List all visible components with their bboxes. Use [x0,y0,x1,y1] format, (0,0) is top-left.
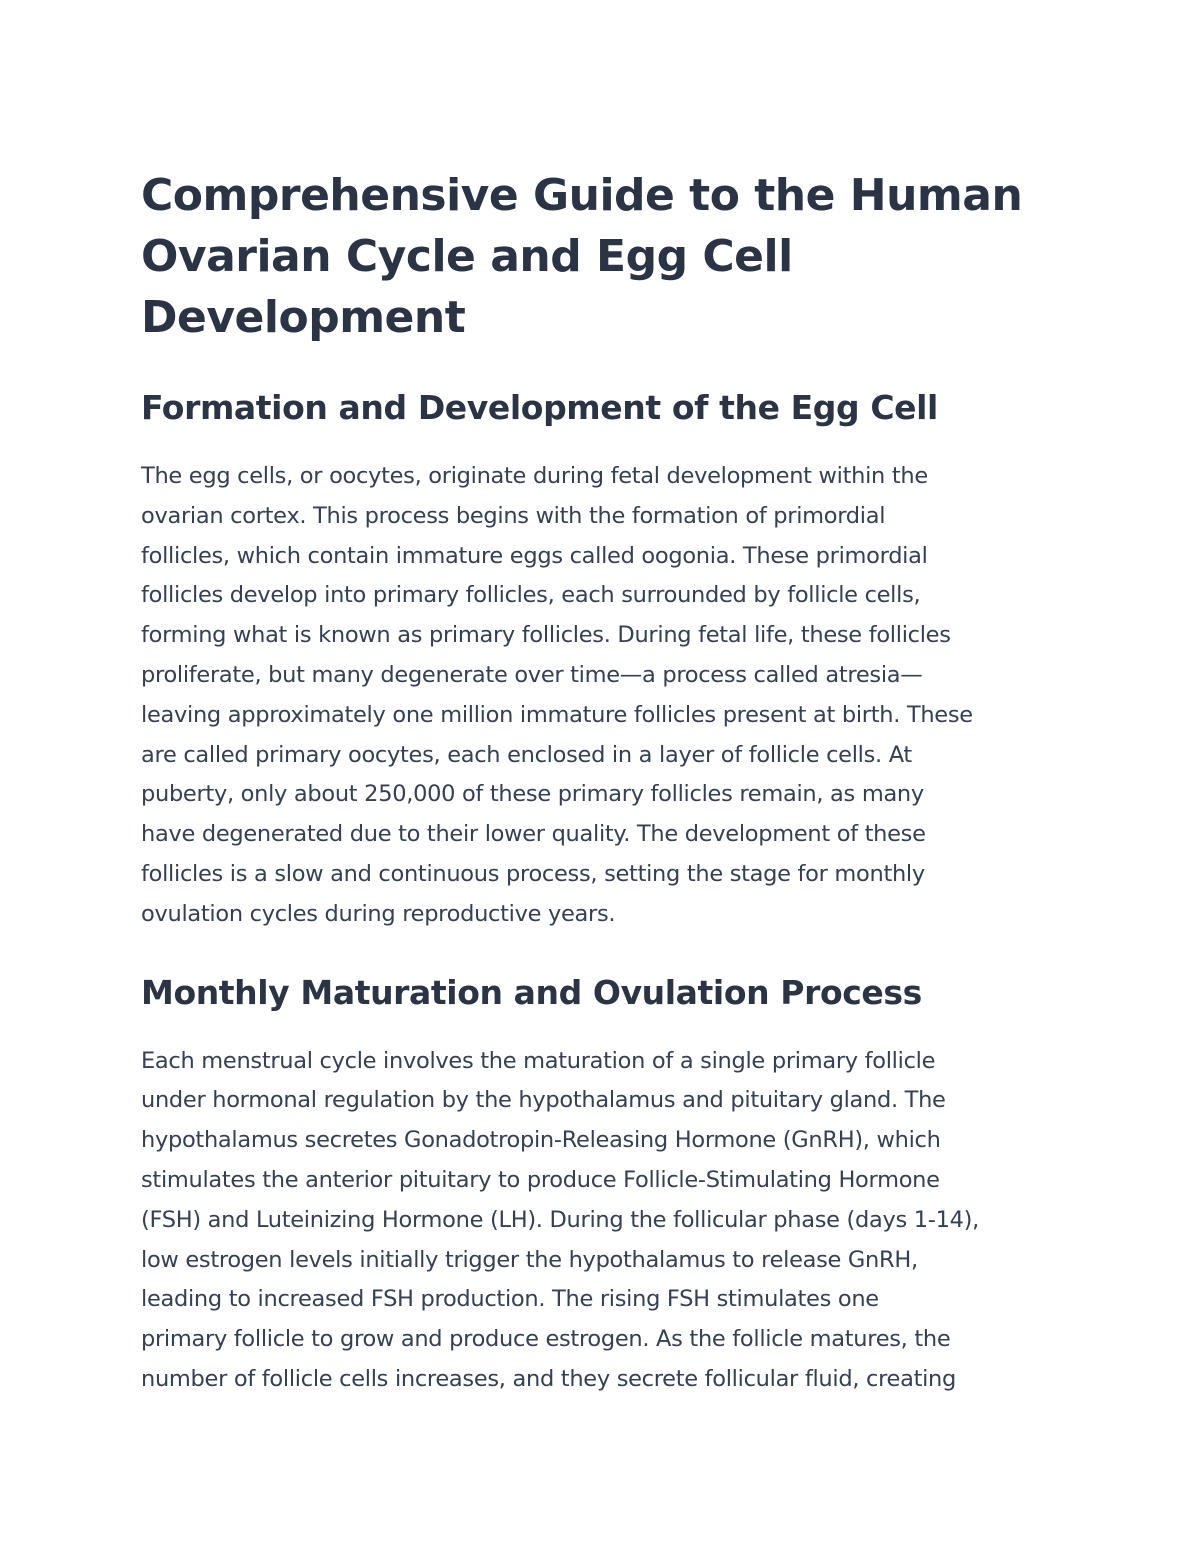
section-heading-monthly: Monthly Maturation and Ovulation Process [141,972,922,1012]
paragraph-line: (FSH) and Luteinizing Hormone (LH). During the follicular phase (days 1-14), [141,1206,979,1233]
paragraph-line: primary follicle to grow and produce estrogen. As the follicle matures, the [141,1326,951,1353]
paragraph-line: hypothalamus secretes Gonadotropin-Releasing Hormone (GnRH), which [141,1127,941,1154]
paragraph-line: leaving approximately one million immature follicles present at birth. These [141,701,973,728]
paragraph-line: have degenerated due to their lower quality. The development of these [141,821,926,848]
section-paragraph-formation [141,457,1061,935]
title-line: Development [141,292,466,343]
title-line: Comprehensive Guide to the Human [141,170,1023,221]
paragraph-line: number of follicle cells increases, and they secrete follicular fluid, creating [141,1365,956,1392]
title-line: Ovarian Cycle and Egg Cell [141,231,793,282]
paragraph-line: puberty, only about 250,000 of these primary follicles remain, as many [141,781,924,808]
paragraph-line: forming what is known as primary follicles. During fetal life, these follicles [141,622,951,649]
paragraph-line: follicles is a slow and continuous process, setting the stage for monthly [141,860,925,887]
paragraph-line: are called primary oocytes, each enclosed in a layer of follicle cells. At [141,741,912,768]
paragraph-line: follicles, which contain immature eggs called oogonia. These primordial [141,542,928,569]
paragraph-line: ovarian cortex. This process begins with the formation of primordial [141,502,886,529]
paragraph-line: leading to increased FSH production. The rising FSH stimulates one [141,1286,879,1313]
paragraph-line: proliferate, but many degenerate over time—a process called atresia— [141,661,923,688]
section-heading-formation: Formation and Development of the Egg Cell [141,388,938,427]
paragraph-line: ovulation cycles during reproductive years. [141,900,616,927]
document-title [141,165,1061,348]
paragraph-line: low estrogen levels initially trigger the hypothalamus to release GnRH, [141,1246,918,1273]
section-paragraph-monthly [141,1042,1061,1400]
document-page [141,165,1061,1400]
paragraph-line: follicles develop into primary follicles, each surrounded by follicle cells, [141,582,921,609]
paragraph-line: stimulates the anterior pituitary to produce Follicle-Stimulating Hormone [141,1166,940,1193]
paragraph-line: Each menstrual cycle involves the maturation of a single primary follicle [141,1047,936,1074]
paragraph-line: The egg cells, or oocytes, originate during fetal development within the [141,463,928,489]
paragraph-line: under hormonal regulation by the hypothalamus and pituitary gland. The [141,1087,946,1114]
